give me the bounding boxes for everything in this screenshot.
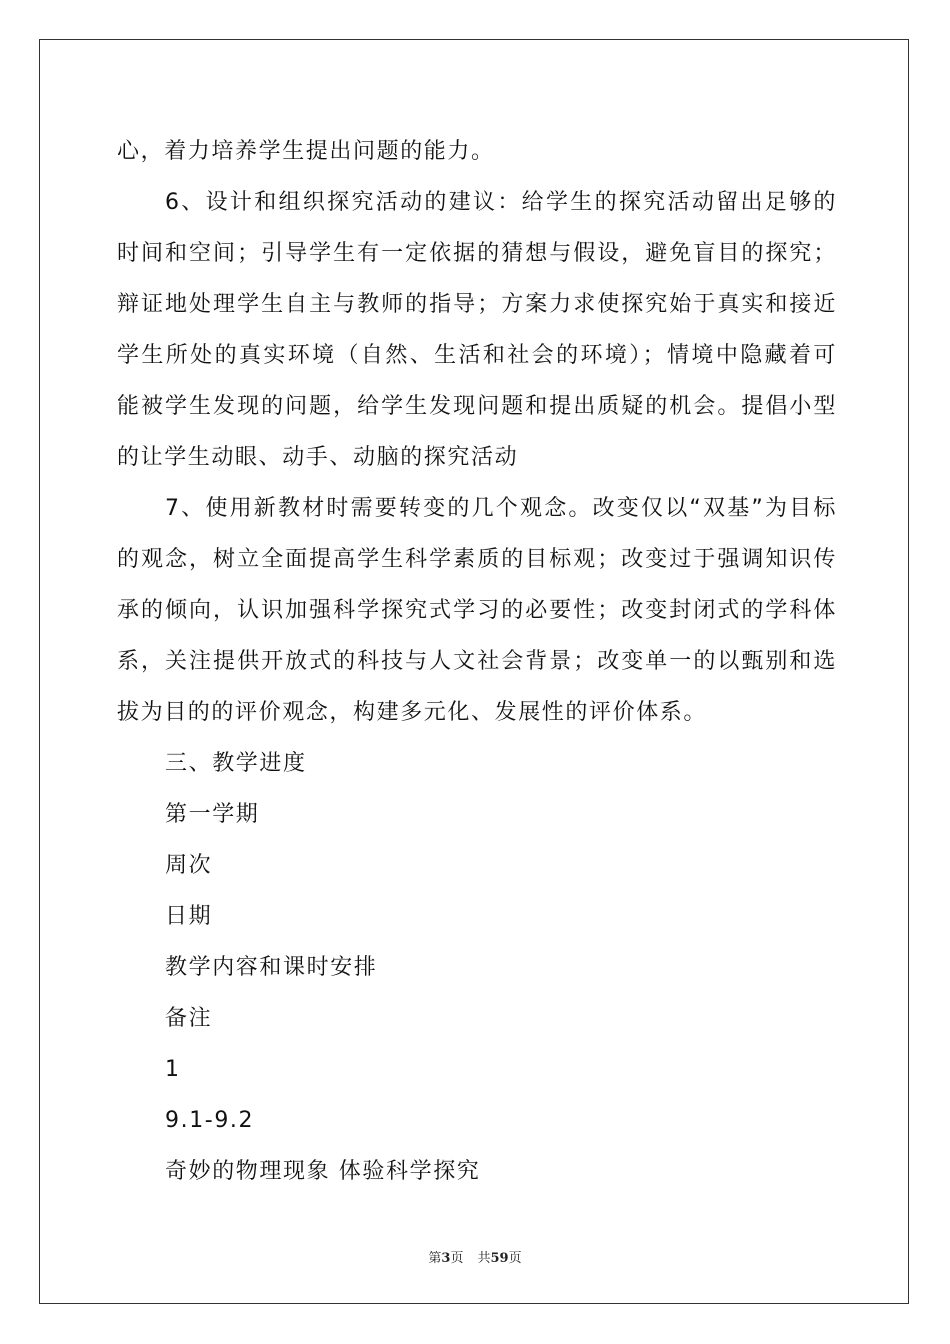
paragraph-item-7: 7、使用新教材时需要转变的几个观念。改变仅以“双基”为目标的观念，树立全面提高学生科学素质的目标观；改变过于强调知识传承的倾向，认识加强科学探究式学习的必要性；改变封闭式的学科体系，关注提供开放式的科技与人文社会背景；改变单一的以甄别和选拔为目的的评价观念，构建多元化、发展性的评价体系。 <box>117 496 837 725</box>
column-week: 周次 <box>165 853 213 878</box>
column-content: 教学内容和课时安排 <box>165 955 378 980</box>
paragraph-item-6: 6、设计和组织探究活动的建议：给学生的探究活动留出足够的时间和空间；引导学生有一定依据的猜想与假设，避免盲目的探究；辩证地处理学生自主与教师的指导；方案力求使探究始于真实和接近学生所处的真实环境（自然、生活和社会的环境）；情境中隐藏着可能被学生发现的问题，给学生发现问题和提出质疑的机会。提倡小型的让学生动眼、动手、动脑的探究活动 <box>117 190 837 470</box>
row-content-value: 奇妙的物理现象 体验科学探究 <box>165 1159 481 1184</box>
total-page-number: 59 <box>490 1251 509 1266</box>
column-date: 日期 <box>165 904 213 929</box>
footer-total-unit: 页 <box>508 1251 522 1266</box>
section-heading: 三、教学进度 <box>165 751 307 776</box>
current-page-number: 3 <box>441 1251 451 1266</box>
document-body <box>117 126 837 1197</box>
footer-prefix: 第 <box>428 1251 442 1266</box>
paragraph-continuation: 心，着力培养学生提出问题的能力。 <box>117 139 495 164</box>
row-date-value: 9.1-9.2 <box>165 1108 255 1133</box>
footer-total-prefix: 共 <box>477 1251 491 1266</box>
page-footer <box>0 1247 950 1266</box>
footer-page-unit: 页 <box>450 1251 464 1266</box>
term-label: 第一学期 <box>165 802 260 827</box>
row-week-value: 1 <box>165 1057 181 1082</box>
column-note: 备注 <box>165 1006 213 1031</box>
